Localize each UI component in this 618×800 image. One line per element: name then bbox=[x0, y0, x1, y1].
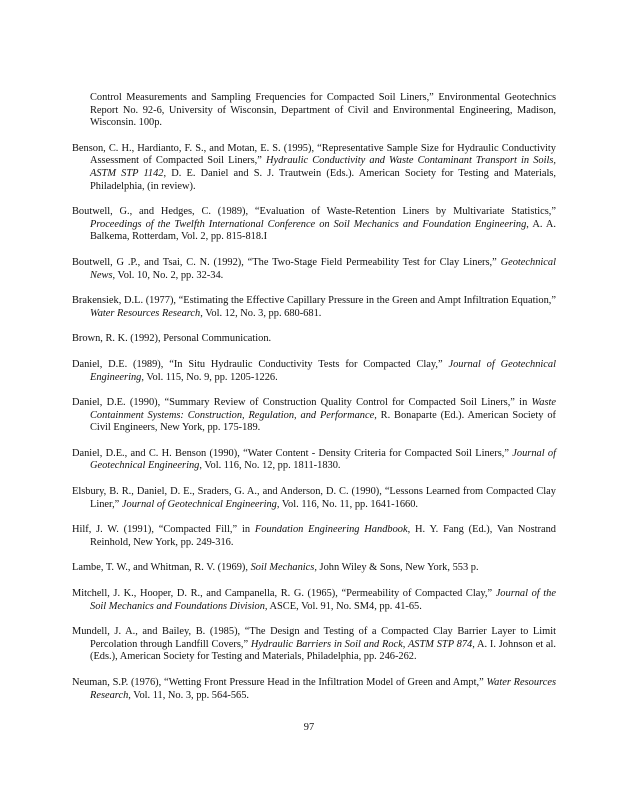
reference-source-title: Water Resources Research bbox=[90, 307, 201, 319]
reference-text: Mundell, J. A., and Bailey, B. (1985), “The Design and Testing of a Compacted Clay Barrier Layer to Limit Percolation through Landfill Covers,” bbox=[72, 626, 556, 650]
reference-text: Daniel, D.E. (1989), “In Situ Hydraulic Conductivity Tests for Compacted Clay,” bbox=[72, 358, 449, 370]
reference-source-title: Water Resources Research bbox=[90, 677, 556, 701]
reference-entry bbox=[72, 562, 556, 575]
reference-text: Control Measurements and Sampling Frequencies for Compacted Soil Liners,” Environmental Geotechnics Report No. 92-6, University of Wisconsin, Department of Civil and Environmental Engineering, Madison, Wisconsin. 100p. bbox=[90, 92, 556, 129]
reference-source-title: Hydraulic Barriers in Soil and Rock, ASTM STP 874 bbox=[250, 638, 473, 650]
reference-text: Elsbury, B. R., Daniel, D. E., Sraders, G. A., and Anderson, D. C. (1990), “Lessons Learned from Compacted Clay Liner,” bbox=[72, 486, 556, 510]
reference-entry bbox=[72, 626, 556, 664]
reference-text: , Vol. 116, No. 12, pp. 1811-1830. bbox=[199, 460, 341, 472]
reference-text: , Vol. 11, No. 3, pp. 564-565. bbox=[128, 689, 250, 701]
reference-text: , H. Y. Fang (Ed.), Van Nostrand Reinhold, New York, pp. 249-316. bbox=[90, 524, 556, 548]
reference-text: , ASCE, Vol. 91, No. SM4, pp. 41-65. bbox=[264, 600, 422, 612]
reference-text: Brown, R. K. (1992), Personal Communication. bbox=[72, 333, 272, 345]
reference-text: , A. A. Balkema, Rotterdam, Vol. 2, pp. 815-818.I bbox=[90, 218, 556, 243]
reference-source-title: Journal of Geotechnical Engineering bbox=[121, 498, 277, 510]
reference-text: , A. I. Johnson et al. (Eds.), American Society for Testing and Materials, Philadelphia, pp. 246-262. bbox=[90, 638, 556, 663]
reference-entry bbox=[72, 206, 556, 244]
reference-text: Neuman, S.P. (1976), “Wetting Front Pressure Head in the Infiltration Model of Green and Ampt,” bbox=[72, 677, 487, 688]
reference-text: Daniel, D.E. (1990), “Summary Review of Construction Quality Control for Compacted Soil Liners,” in bbox=[72, 397, 532, 409]
reference-text: Boutwell, G., and Hedges, C. (1989), “Evaluation of Waste-Retention Liners by Multivariate Statistics,” bbox=[72, 206, 556, 218]
reference-entry bbox=[72, 295, 556, 320]
reference-text: Hilf, J. W. (1991), “Compacted Fill,” in bbox=[72, 524, 255, 536]
reference-source-title: Waste Containment Systems: Construction, Regulation, and Performance bbox=[90, 397, 556, 421]
reference-text: , R. Bonaparte (Ed.). American Society of Civil Engineers, New York, pp. 175-189. bbox=[90, 409, 557, 434]
reference-entry bbox=[72, 448, 556, 473]
reference-text: Boutwell, G .P., and Tsai, C. N. (1992), “The Two-Stage Field Permeability Test for Clay Liners,” bbox=[72, 256, 501, 268]
reference-text: , Vol. 12, No. 3, pp. 680-681. bbox=[200, 307, 322, 319]
reference-text: Brakensiek, D.L. (1977), “Estimating the Effective Capillary Pressure in the Green and Ampt Infiltration Equation,” bbox=[72, 295, 556, 307]
reference-entry bbox=[72, 588, 556, 613]
reference-source-title: Soil Mechanics bbox=[250, 562, 315, 574]
reference-entry bbox=[72, 92, 556, 130]
reference-source-title: Proceedings of the Twelfth International Conference on Soil Mechanics and Foundation Engineering bbox=[90, 218, 527, 230]
reference-text: , D. E. Daniel and S. J. Trautwein (Eds.). American Society for Testing and Materials, Philadelphia, (in review). bbox=[90, 167, 556, 192]
reference-entry bbox=[72, 257, 556, 282]
reference-source-title: Geotechnical News bbox=[90, 256, 556, 281]
page-number: 97 bbox=[303, 722, 315, 733]
reference-source-title: Journal of the Soil Mechanics and Foundations Division bbox=[90, 588, 556, 612]
reference-entry bbox=[72, 677, 556, 702]
reference-entry bbox=[72, 359, 556, 384]
reference-source-title: Journal of Geotechnical Engineering bbox=[90, 358, 556, 383]
reference-text: , Vol. 115, No. 9, pp. 1205-1226. bbox=[141, 371, 278, 383]
reference-text: , Vol. 116, No. 11, pp. 1641-1660. bbox=[276, 498, 419, 510]
reference-list bbox=[72, 92, 556, 715]
reference-source-title: Foundation Engineering Handbook bbox=[254, 524, 408, 536]
reference-entry bbox=[72, 333, 556, 346]
reference-source-title: Journal of Geotechnical Engineering bbox=[90, 447, 556, 472]
reference-text: Mitchell, J. K., Hooper, D. R., and Campanella, R. G. (1965), “Permeability of Compacted Clay,” bbox=[72, 588, 496, 600]
reference-entry bbox=[72, 486, 556, 511]
reference-text: Benson, C. H., Hardianto, F. S., and Motan, E. S. (1995), “Representative Sample Size for Hydraulic Conductivity Assessment of Compacted Soil Liners,” bbox=[72, 142, 556, 167]
reference-text: Daniel, D.E., and C. H. Benson (1990), “Water Content - Density Criteria for Compacted Soil Liners,” bbox=[72, 447, 513, 459]
reference-entry bbox=[72, 524, 556, 549]
reference-text: , John Wiley & Sons, New York, 553 p. bbox=[314, 562, 479, 574]
reference-entry bbox=[72, 397, 556, 435]
reference-source-title: Hydraulic Conductivity and Waste Contaminant Transport in Soils, ASTM STP 1142 bbox=[90, 155, 556, 179]
reference-entry bbox=[72, 143, 556, 193]
reference-text: , Vol. 10, No. 2, pp. 32-34. bbox=[112, 269, 224, 281]
reference-text: Lambe, T. W., and Whitman, R. V. (1969), bbox=[72, 562, 251, 574]
